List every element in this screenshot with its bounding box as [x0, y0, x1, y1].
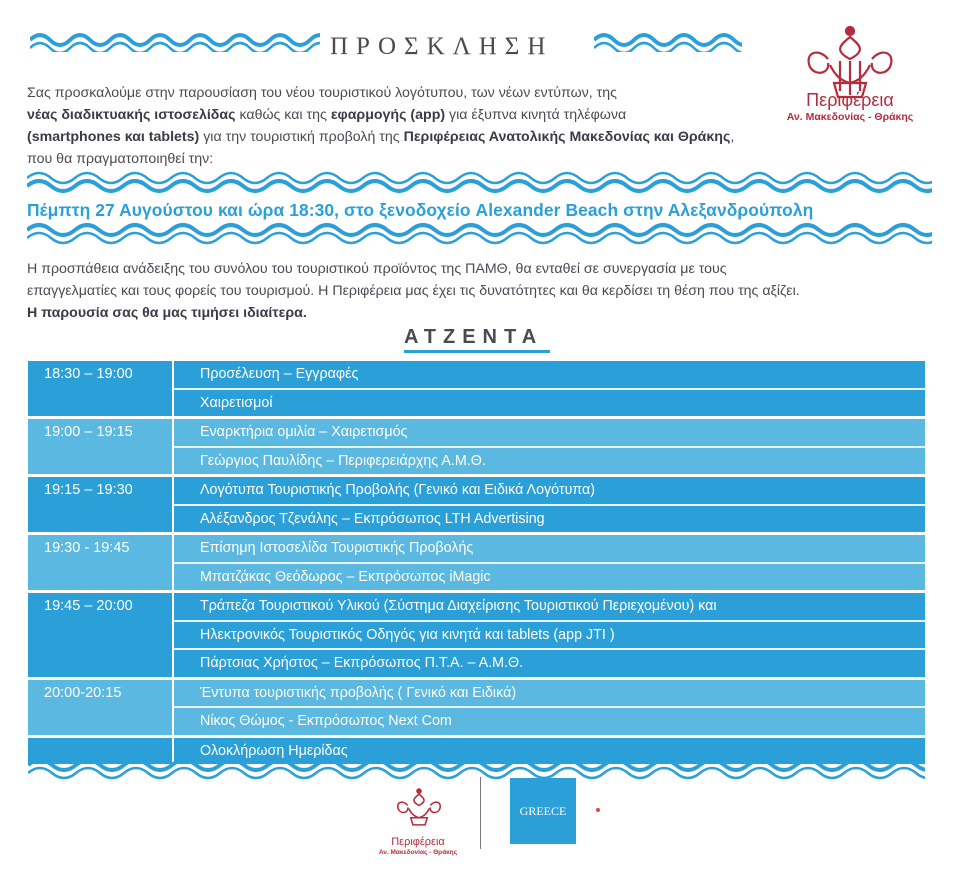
agenda-title: ΑΤΖΕΝΤΑ	[404, 326, 544, 348]
agenda-block	[28, 477, 925, 535]
intro-bold-app: εφαρμογής (app)	[330, 107, 446, 123]
description-closing-bold: Η παρουσία σας θα μας τιμήσει ιδιαίτερα.	[27, 305, 307, 321]
decorative-dot	[596, 808, 600, 812]
footer-region-logo-icon	[378, 778, 460, 840]
wave-divider-top-left	[30, 28, 320, 52]
agenda-block	[28, 535, 925, 593]
agenda-item: Επίσημη Ιστοσελίδα Τουριστικής Προβολής	[200, 540, 474, 556]
agenda-item: Εναρκτήρια ομιλία – Χαιρετισμός	[200, 424, 408, 440]
intro-text: για την τουριστική προβολή της	[199, 129, 404, 145]
footer-divider	[480, 777, 481, 849]
footer-logo-subtitle: Αν. Μακεδονίας - Θράκης	[378, 849, 458, 856]
agenda-time: 19:15 – 19:30	[28, 477, 174, 532]
agenda-block	[28, 680, 925, 738]
intro-text: , που θα πραγματοποιηθεί την:	[27, 129, 735, 167]
intro-paragraph	[27, 82, 747, 170]
agenda-item: Χαιρετισμοί	[174, 388, 925, 417]
agenda-block	[28, 593, 925, 680]
agenda-item: Τράπεζα Τουριστικού Υλικού (Σύστημα Διαχείρισης Τουριστικού Περιεχομένου) και	[200, 598, 717, 614]
agenda-item: Μπατζάκας Θεόδωρος – Εκπρόσωπος iMagic	[174, 562, 925, 591]
intro-text: Σας προσκαλούμε στην παρουσίαση του νέου τουριστικού λογότυπου, των νέων εντύπων, της	[27, 85, 617, 101]
intro-bold-devices: (smartphones και tablets)	[27, 129, 200, 145]
description-line: Η προσπάθεια ανάδειξης του συνόλου του τουριστικού προϊόντος της ΠΑΜΘ, θα ενταθεί σε συνεργασία με τους	[27, 261, 727, 277]
event-details: Πέμπτη 27 Αυγούστου και ώρα 18:30, στο ξενοδοχείο Alexander Beach στην Αλεξανδρούπολη	[27, 200, 814, 220]
description-paragraph	[27, 258, 927, 324]
intro-text: για έξυπνα κινητά τηλέφωνα	[445, 107, 627, 123]
agenda-time: 19:30 - 19:45	[28, 535, 174, 590]
intro-bold-region: Περιφέρειας Ανατολικής Μακεδονίας και Θράκης	[403, 129, 731, 145]
agenda-item: Έντυπα τουριστικής προβολής ( Γενικό και Ειδικά)	[200, 684, 517, 701]
agenda-item: Ηλεκτρονικός Τουριστικός Οδηγός για κινητά και tablets (app JTI )	[174, 620, 925, 649]
agenda-item: Αλέξανδρος Τζενάλης – Εκπρόσωπος LTH Advertising	[174, 504, 925, 533]
region-logo-name: Περιφέρεια	[806, 90, 894, 110]
intro-bold-website: νέας διαδικτυακής ιστοσελίδας	[27, 107, 236, 123]
page-title: ΠΡΟΣΚΛΗΣΗ	[330, 33, 554, 60]
wave-divider-event-bottom	[27, 222, 932, 246]
agenda-block	[28, 361, 925, 419]
agenda-block	[28, 419, 925, 477]
agenda-item: Πάρτσιας Χρήστος – Εκπρόσωπος Π.Τ.Α. – Α.Μ.Θ.	[174, 648, 925, 677]
description-line: επαγγελματίες και τους φορείς του τουρισμού. Η Περιφέρεια μας έχει τις δυνατότητες και θα κερδίσει τη θέση που της αξίζει.	[27, 283, 800, 299]
agenda-time: 18:30 – 19:00	[28, 361, 174, 416]
greece-logo: GREECE	[510, 778, 576, 844]
wave-divider-event-top	[27, 170, 932, 194]
agenda-title-underline	[404, 350, 550, 353]
agenda-item: Προσέλευση – Εγγραφές	[200, 366, 359, 382]
wave-divider-top-right	[594, 28, 742, 52]
agenda-item: Γεώργιος Παυλίδης – Περιφερειάρχης Α.Μ.Θ.	[174, 446, 925, 475]
footer-logo-name: Περιφέρεια	[391, 836, 445, 848]
agenda-time: 19:00 – 19:15	[28, 419, 174, 474]
intro-text: καθώς και της	[235, 107, 331, 123]
agenda-table	[28, 361, 925, 764]
agenda-item: Ολοκλήρωση Ημερίδας	[200, 742, 348, 759]
wave-divider-bottom	[28, 757, 925, 781]
agenda-time: 19:45 – 20:00	[28, 593, 174, 677]
agenda-item: Λογότυπα Τουριστικής Προβολής (Γενικό και Ειδικά Λογότυπα)	[200, 482, 596, 498]
region-logo-subtitle: Αν. Μακεδονίας - Θράκης	[786, 111, 914, 123]
agenda-time: 20:00-20:15	[28, 680, 174, 735]
agenda-item: Νίκος Θώμος - Εκπρόσωπος Next Com	[174, 706, 925, 735]
